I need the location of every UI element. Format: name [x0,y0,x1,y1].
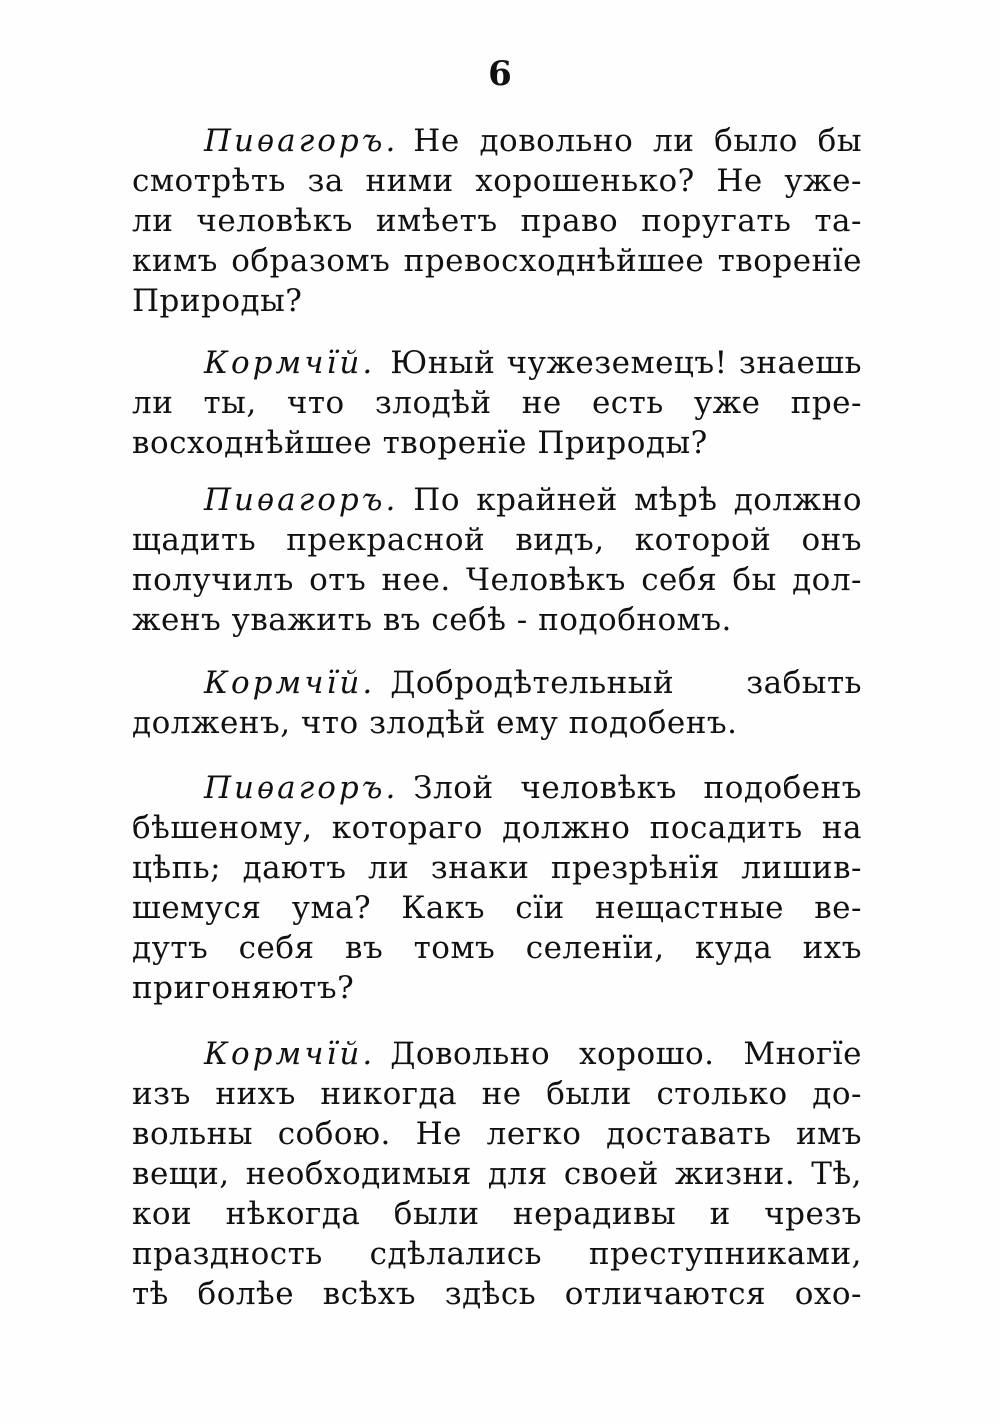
text-line [132,768,862,808]
speaker-name: Пиѳагоръ . [204,770,395,806]
speaker-name: Пиѳагоръ . [204,123,395,159]
text-line: дутъ себя въ томъ селенїи, куда ихъ [132,930,862,966]
dialogue-paragraph [132,480,862,640]
text-line: женъ уважить въ себѣ - подобномъ. [132,602,732,638]
text-line: вольны собою. Не легко доставать имъ [132,1116,862,1152]
dialogue-paragraph [132,1034,862,1314]
text-line: пригоняютъ? [132,970,355,1006]
page-number: 6 [488,54,512,94]
text-line: тѣ болѣе всѣхъ здѣсь отличаются охо- [132,1276,862,1312]
text-line: бѣшеному, котораго должно посадить на [132,810,862,846]
line-text: Довольно хорошо. Многїе [390,1036,862,1072]
dialogue-paragraph [132,343,862,463]
text-line: щадить прекрасной видъ, которой онъ [132,522,862,558]
speaker-name: Пиѳагоръ . [204,482,395,518]
text-line [132,663,862,703]
speaker-name: Кормчїй . [204,665,372,701]
text-line: восходнѣйшее творенїе Природы? [132,425,708,461]
dialogue-paragraph [132,121,862,321]
text-line: вещи, необходимыя для своей жизни. Тѣ, [132,1156,862,1192]
text-line [132,1034,862,1074]
text-line: ли ты, что злодѣй не есть уже пре- [132,385,862,421]
text-line: долженъ, что злодѣй ему подобенъ. [132,705,738,741]
line-text: Юный чужеземецъ! знаешь [390,345,862,381]
text-line: изъ нихъ никогда не были столько до- [132,1076,862,1112]
text-line: получилъ отъ нее. Человѣкъ себя бы дол- [132,562,862,598]
line-text: Не довольно ли было бы [413,123,862,159]
text-line: ли человѣкъ имѣетъ право поругать та- [132,203,862,239]
line-text: По крайней мѣрѣ должно [413,482,862,518]
text-line: смотрѣть за ними хорошенько? Не уже- [132,163,862,199]
text-line [132,343,862,383]
text-line [132,121,862,161]
text-line: кимъ образомъ превосходнѣйшее творенїе [132,243,862,279]
text-line: цѣпь; даютъ ли знаки презрѣнїя лишив- [132,850,862,886]
line-text: Добродѣтельный забыть [390,665,862,701]
dialogue-paragraph [132,663,862,743]
line-text: Злой человѣкъ подобенъ [413,770,862,806]
text-line: праздность сдѣлались преступниками, [132,1236,862,1272]
speaker-name: Кормчїй . [204,345,372,381]
text-line: кои нѣкогда были нерадивы и чрезъ [132,1196,862,1232]
text-line: Природы? [132,283,303,319]
text-line: шемуся ума? Какъ сїи нещастные ве- [132,890,862,926]
dialogue-paragraph [132,768,862,1008]
speaker-name: Кормчїй . [204,1036,372,1072]
text-line [132,480,862,520]
